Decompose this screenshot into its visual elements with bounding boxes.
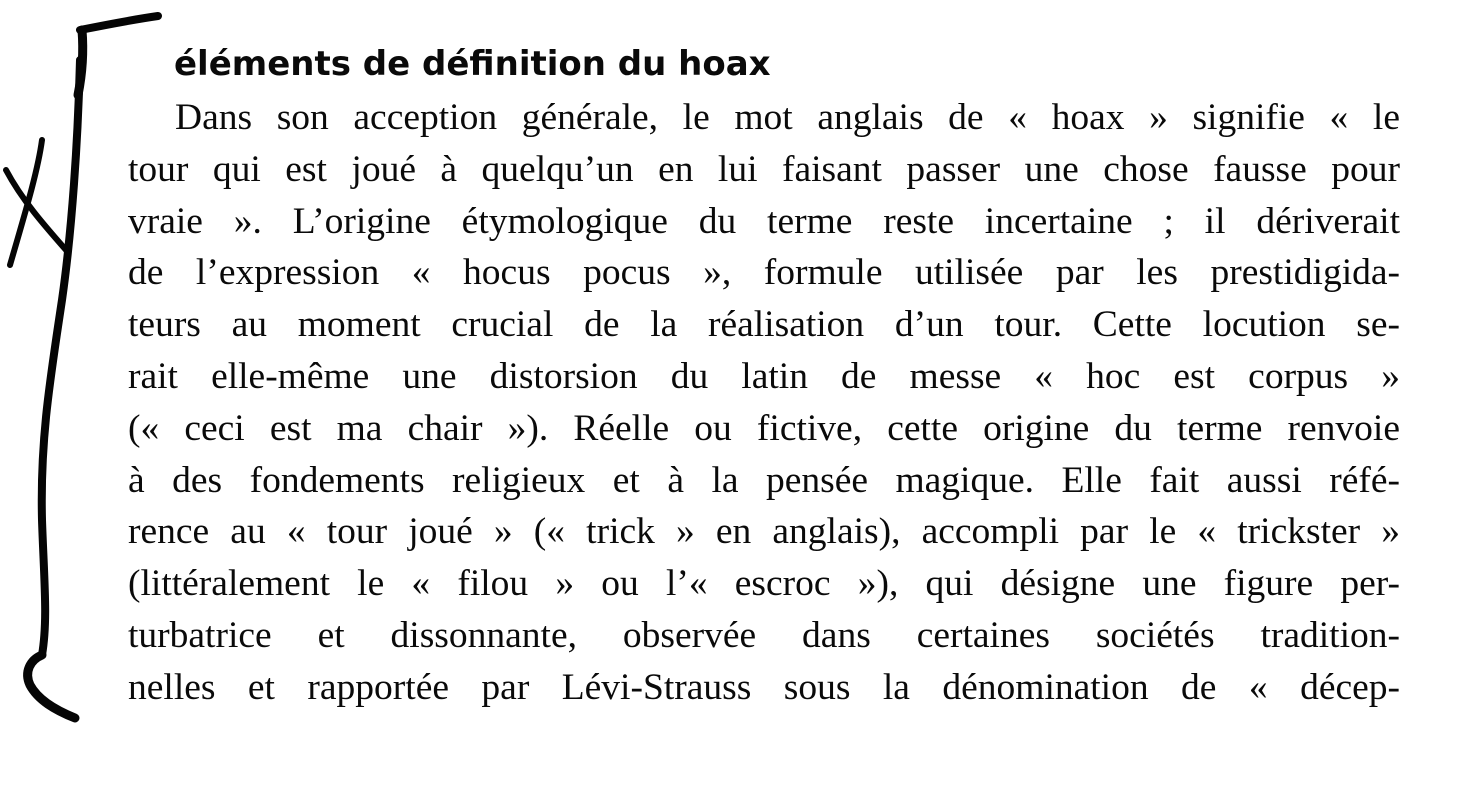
- paragraph-line: Dans son acception générale, le mot anglais de « hoax » signifie « le: [175, 97, 1400, 138]
- paragraph-line: de l’expression « hocus pocus », formule utilisée par les prestidigida-: [128, 252, 1400, 294]
- section-heading: éléments de définition du hoax: [174, 44, 771, 84]
- paragraph-line: (« ceci est ma chair »). Réelle ou fictive, cette origine du terme renvoie: [128, 407, 1400, 449]
- paragraph-line: nelles et rapportée par Lévi-Strauss sous la dénomination de « décep-: [128, 666, 1400, 708]
- paragraph-line: (littéralement le « filou » ou l’« escroc »), qui désigne une figure per-: [128, 563, 1400, 605]
- paragraph-line: turbatrice et dissonnante, observée dans certaines sociétés tradition-: [128, 614, 1400, 656]
- paragraph-line: à des fondements religieux et à la pensée magique. Elle fait aussi réfé-: [128, 459, 1400, 501]
- paragraph-line: teurs au moment crucial de la réalisation d’un tour. Cette locution se-: [128, 304, 1400, 346]
- body-paragraph: [128, 92, 1400, 714]
- paragraph-line: rence au « tour joué » (« trick » en anglais), accompli par le « trickster »: [128, 511, 1400, 553]
- paragraph-line: rait elle-même une distorsion du latin de messe « hoc est corpus »: [128, 355, 1400, 397]
- paragraph-line: vraie ». L’origine étymologique du terme reste incertaine ; il dériverait: [128, 200, 1400, 242]
- paragraph-line: tour qui est joué à quelqu’un en lui faisant passer une chose fausse pour: [128, 148, 1400, 190]
